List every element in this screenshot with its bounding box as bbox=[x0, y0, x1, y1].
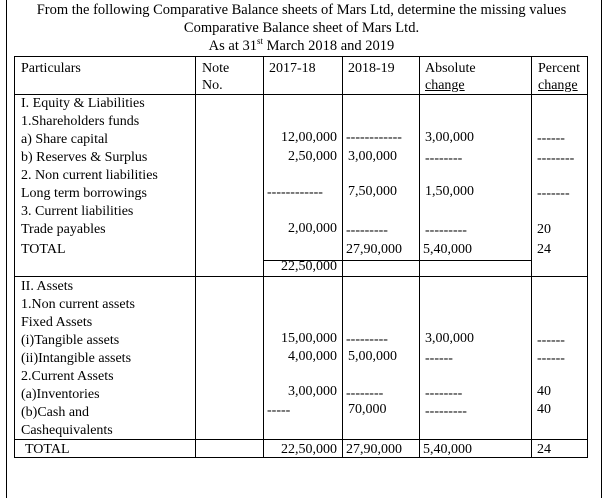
cell-value: -------- bbox=[537, 151, 575, 166]
header-absolute-change: change bbox=[425, 78, 465, 93]
cell-value: 3,00,000 bbox=[425, 331, 474, 346]
subsection-label: 1.Shareholders funds bbox=[21, 114, 140, 129]
row-label-reserves: b) Reserves & Surplus bbox=[21, 150, 148, 165]
col-divider bbox=[195, 57, 196, 457]
cell-value: ------ bbox=[537, 333, 565, 348]
cell-value: 20 bbox=[537, 222, 551, 237]
cell-value: 1,50,000 bbox=[425, 184, 474, 199]
subsection-label: 2.Current Assets bbox=[21, 369, 114, 384]
cell-value: 40 bbox=[537, 402, 551, 417]
cell-value: 3,00,000 bbox=[425, 130, 474, 145]
subsection-label: 2. Non current liabilities bbox=[21, 168, 158, 183]
sheet-title: Comparative Balance sheet of Mars Ltd. bbox=[183, 20, 420, 36]
row-label-trade-payables: Trade payables bbox=[21, 222, 106, 237]
row-label-total: TOTAL bbox=[21, 242, 66, 257]
row-label-cash-cont: Cashequivalents bbox=[21, 423, 113, 438]
cell-value: --------- bbox=[425, 404, 467, 419]
col-divider bbox=[531, 57, 532, 457]
sheet-date: As at 31st March 2018 and 2019 bbox=[208, 36, 395, 54]
cell-value: 24 bbox=[537, 242, 551, 257]
cell-value: --------- bbox=[425, 223, 467, 238]
subsection-label: Fixed Assets bbox=[21, 315, 93, 330]
cell-value: ------ bbox=[425, 351, 453, 366]
cell-value: -------- bbox=[346, 386, 384, 401]
row-label-total: TOTAL bbox=[25, 442, 70, 457]
cell-value: ------- bbox=[537, 186, 570, 201]
balance-sheet-table bbox=[14, 56, 588, 458]
cell-value: 5,40,000 bbox=[423, 442, 472, 457]
section-heading: I. Equity & Liabilities bbox=[21, 96, 145, 111]
cell-value: 22,50,000 bbox=[281, 442, 337, 457]
cell-value: 4,00,000 bbox=[288, 349, 337, 364]
subsection-label: 1.Non current assets bbox=[21, 297, 135, 312]
cell-value: 3,00,000 bbox=[348, 149, 397, 164]
cell-value: 12,00,000 bbox=[281, 130, 337, 145]
cell-value: ------ bbox=[537, 351, 565, 366]
question-text: From the following Comparative Balance sheets of Mars Ltd, determine the missing values bbox=[36, 2, 567, 18]
section-heading: II. Assets bbox=[21, 279, 74, 294]
row-divider bbox=[15, 439, 587, 440]
cell-value: --------- bbox=[346, 332, 388, 347]
cell-value: 7,50,000 bbox=[348, 184, 397, 199]
header-2017-18: 2017-18 bbox=[269, 61, 316, 76]
col-divider bbox=[419, 57, 420, 457]
cell-value: ------------ bbox=[267, 185, 323, 200]
cell-value: 3,00,000 bbox=[288, 384, 337, 399]
row-label-share-capital: a) Share capital bbox=[21, 132, 109, 147]
cell-value: 5,40,000 bbox=[423, 242, 472, 257]
cell-value: 24 bbox=[537, 442, 551, 457]
cell-value: 15,00,000 bbox=[281, 331, 337, 346]
cell-value: 40 bbox=[537, 384, 551, 399]
col-divider bbox=[342, 57, 343, 457]
cell-value: -------- bbox=[425, 151, 463, 166]
row-label-intangible-assets: (ii)Intangible assets bbox=[21, 351, 132, 366]
cell-value: ------------ bbox=[346, 130, 402, 145]
cell-value: --------- bbox=[346, 223, 388, 238]
cell-value: 2,50,000 bbox=[288, 149, 337, 164]
cell-value: ----- bbox=[267, 403, 291, 418]
header-percent: Percent bbox=[538, 61, 580, 76]
header-absolute: Absolute bbox=[425, 61, 476, 76]
row-label-cash: (b)Cash and bbox=[21, 405, 90, 420]
header-note: Note bbox=[202, 61, 230, 76]
row-label-inventories: (a)Inventories bbox=[21, 387, 100, 402]
row-label-tangible-assets: (i)Tangible assets bbox=[21, 333, 120, 348]
cell-value: 27,90,000 bbox=[346, 442, 402, 457]
subsection-label: 3. Current liabilities bbox=[21, 204, 134, 219]
cell-value: ------ bbox=[537, 131, 565, 146]
header-2018-19: 2018-19 bbox=[348, 61, 395, 76]
cell-value: 5,00,000 bbox=[348, 349, 397, 364]
cell-value: 22,50,000 bbox=[281, 259, 337, 274]
cell-value: 27,90,000 bbox=[346, 242, 402, 257]
header-note-no: No. bbox=[202, 78, 223, 93]
row-divider bbox=[15, 276, 587, 277]
row-label-long-term-borrowings: Long term borrowings bbox=[21, 186, 147, 201]
header-particulars: Particulars bbox=[21, 61, 81, 76]
cell-value: 70,000 bbox=[348, 402, 387, 417]
cell-value: 2,00,000 bbox=[288, 221, 337, 236]
cell-value: -------- bbox=[425, 386, 463, 401]
header-percent-change: change bbox=[538, 78, 578, 93]
